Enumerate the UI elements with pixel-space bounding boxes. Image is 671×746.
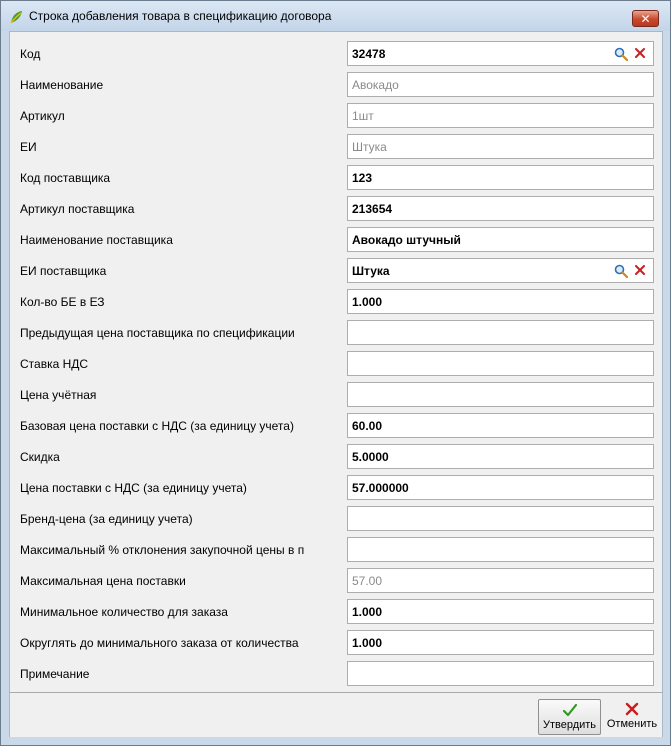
field-input[interactable] — [347, 258, 654, 283]
form-row — [10, 132, 662, 163]
field-input[interactable] — [347, 289, 654, 314]
field-value: 123 — [352, 171, 373, 185]
field-label: Максимальная цена поставки — [20, 574, 186, 588]
field-value: 1.000 — [352, 295, 383, 309]
field-value: 1шт — [352, 109, 374, 123]
form-row — [10, 194, 662, 225]
field-value: 213654 — [352, 202, 393, 216]
form-row — [10, 349, 662, 380]
field-input[interactable] — [347, 351, 654, 376]
field-value: 1.000 — [352, 636, 383, 650]
field-input[interactable] — [347, 196, 654, 221]
field-value: 32478 — [352, 47, 386, 61]
field-input[interactable] — [347, 537, 654, 562]
field-label: Цена учётная — [20, 388, 97, 402]
field-value: 57.000000 — [352, 481, 409, 495]
form-row — [10, 380, 662, 411]
field-value: 1.000 — [352, 605, 383, 619]
field-label: Предыдущая цена поставщика по спецификации — [20, 326, 295, 340]
field-value: 57.00 — [352, 574, 383, 588]
field-label: Примечание — [20, 667, 90, 681]
field-input[interactable] — [347, 320, 654, 345]
form-row — [10, 628, 662, 659]
form-row — [10, 659, 662, 690]
field-label: Код поставщика — [20, 171, 111, 185]
button-bar — [10, 692, 662, 737]
field-label: ЕИ поставщика — [20, 264, 107, 278]
field-input[interactable] — [347, 568, 654, 593]
form-panel — [9, 31, 663, 737]
cancel-button[interactable] — [604, 699, 660, 735]
field-label: Артикул поставщика — [20, 202, 135, 216]
field-label: Базовая цена поставки с НДС (за единицу учета) — [20, 419, 294, 433]
field-label: Минимальное количество для заказа — [20, 605, 228, 619]
form-row — [10, 70, 662, 101]
form-row — [10, 318, 662, 349]
field-value: 5.0000 — [352, 450, 389, 464]
search-icon[interactable] — [614, 264, 628, 278]
field-label: Артикул — [20, 109, 65, 123]
field-input[interactable] — [347, 506, 654, 531]
clear-icon[interactable] — [634, 264, 646, 276]
form-row — [10, 411, 662, 442]
form-row — [10, 101, 662, 132]
confirm-button[interactable] — [538, 699, 601, 735]
field-input[interactable] — [347, 72, 654, 97]
field-label: Наименование — [20, 78, 104, 92]
field-input[interactable] — [347, 41, 654, 66]
form-row — [10, 535, 662, 566]
field-value: Авокадо штучный — [352, 233, 461, 247]
form-row — [10, 504, 662, 535]
field-value: 60.00 — [352, 419, 383, 433]
field-input[interactable] — [347, 630, 654, 655]
field-input[interactable] — [347, 661, 654, 686]
search-icon[interactable] — [614, 47, 628, 61]
field-input[interactable] — [347, 134, 654, 159]
form-row — [10, 256, 662, 287]
field-value: Штука — [352, 140, 387, 154]
field-value: Авокадо — [352, 78, 399, 92]
form-row — [10, 473, 662, 504]
field-label: Округлять до минимального заказа от количества — [20, 636, 299, 650]
form-row — [10, 163, 662, 194]
field-label: Цена поставки с НДС (за единицу учета) — [20, 481, 247, 495]
field-input[interactable] — [347, 444, 654, 469]
field-input[interactable] — [347, 599, 654, 624]
field-label: Скидка — [20, 450, 60, 464]
form-row — [10, 225, 662, 256]
close-button[interactable]: ✕ — [632, 10, 659, 27]
field-label: Ставка НДС — [20, 357, 89, 371]
cross-icon — [624, 701, 640, 717]
field-input[interactable] — [347, 103, 654, 128]
field-value: Штука — [352, 264, 390, 278]
field-input[interactable] — [347, 165, 654, 190]
field-input[interactable] — [347, 382, 654, 407]
window-title: Строка добавления товара в спецификацию договора — [29, 9, 332, 23]
field-input[interactable] — [347, 475, 654, 500]
field-label: Наименование поставщика — [20, 233, 173, 247]
confirm-label: Утвердить — [542, 719, 597, 731]
form-row — [10, 597, 662, 628]
field-input[interactable] — [347, 413, 654, 438]
app-leaf-icon — [9, 10, 23, 24]
field-label: ЕИ — [20, 140, 37, 154]
clear-icon[interactable] — [634, 47, 646, 59]
form-row — [10, 39, 662, 70]
title-bar[interactable] — [1, 1, 670, 31]
form-row — [10, 442, 662, 473]
field-label: Бренд-цена (за единицу учета) — [20, 512, 193, 526]
field-label: Максимальный % отклонения закупочной цены в п — [20, 543, 305, 557]
cancel-label: Отменить — [606, 718, 658, 730]
checkmark-icon — [562, 702, 578, 718]
field-label: Код — [20, 47, 41, 61]
field-label: Кол-во БЕ в ЕЗ — [20, 295, 105, 309]
form-row — [10, 566, 662, 597]
field-input[interactable] — [347, 227, 654, 252]
form-row — [10, 287, 662, 318]
